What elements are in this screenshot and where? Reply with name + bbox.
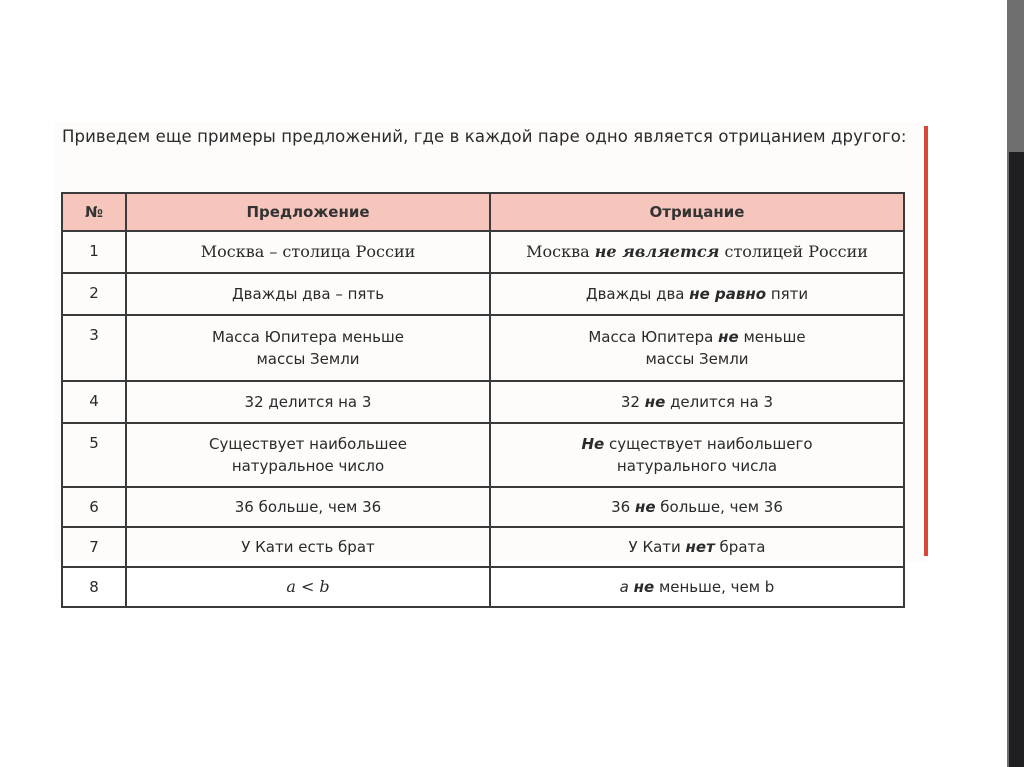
table-row xyxy=(62,527,904,567)
table-row xyxy=(62,315,904,381)
table-row xyxy=(62,273,904,315)
row-negation: Москва не является столицей России xyxy=(490,231,904,273)
negation-particle: не xyxy=(644,393,666,411)
row-num: 1 xyxy=(62,231,126,273)
row-sentence: Москва – столица России xyxy=(126,231,490,273)
table-row xyxy=(62,567,904,607)
header-negation: Отрицание xyxy=(490,193,904,231)
row-negation: 36 не больше, чем 36 xyxy=(490,487,904,527)
row-num: 7 xyxy=(62,527,126,567)
row-negation: 32 не делится на 3 xyxy=(490,381,904,423)
page-edge-line xyxy=(924,126,928,556)
table-row xyxy=(62,231,904,273)
negation-particle: Не xyxy=(581,435,605,453)
row-sentence: Масса Юпитера меньше массы Земли xyxy=(126,315,490,381)
row-negation: Не существует наибольшего натурального числа xyxy=(490,423,904,487)
row-num: 2 xyxy=(62,273,126,315)
row-negation: a не меньше, чем b xyxy=(490,567,904,607)
row-sentence: Существует наибольшее натуральное число xyxy=(126,423,490,487)
row-negation: У Кати нет брата xyxy=(490,527,904,567)
negation-particle: нет xyxy=(685,538,715,556)
negation-particle: не xyxy=(633,578,655,596)
row-num: 6 xyxy=(62,487,126,527)
negation-particle: не xyxy=(634,498,656,516)
intro-text: Приведем еще примеры предложений, где в каждой паре одно является отрицанием другого: xyxy=(62,127,907,146)
negation-particle: не xyxy=(718,328,739,346)
negation-particle: не равно xyxy=(689,285,767,303)
table-row xyxy=(62,487,904,527)
table-row xyxy=(62,423,904,487)
row-sentence: У Кати есть брат xyxy=(126,527,490,567)
side-bar-dark xyxy=(1009,152,1024,767)
row-negation: Дважды два не равно пяти xyxy=(490,273,904,315)
row-sentence: Дважды два – пять xyxy=(126,273,490,315)
row-num: 5 xyxy=(62,423,126,487)
table-row xyxy=(62,381,904,423)
negation-table xyxy=(61,192,905,608)
header-sentence: Предложение xyxy=(126,193,490,231)
row-negation: Масса Юпитера не меньше массы Земли xyxy=(490,315,904,381)
negation-particle: не является xyxy=(594,242,720,261)
row-sentence: 32 делится на 3 xyxy=(126,381,490,423)
row-sentence: a < b xyxy=(126,567,490,607)
row-num: 8 xyxy=(62,567,126,607)
row-num: 4 xyxy=(62,381,126,423)
row-sentence: 36 больше, чем 36 xyxy=(126,487,490,527)
table-header-row xyxy=(62,193,904,231)
header-num: № xyxy=(62,193,126,231)
row-num: 3 xyxy=(62,315,126,381)
